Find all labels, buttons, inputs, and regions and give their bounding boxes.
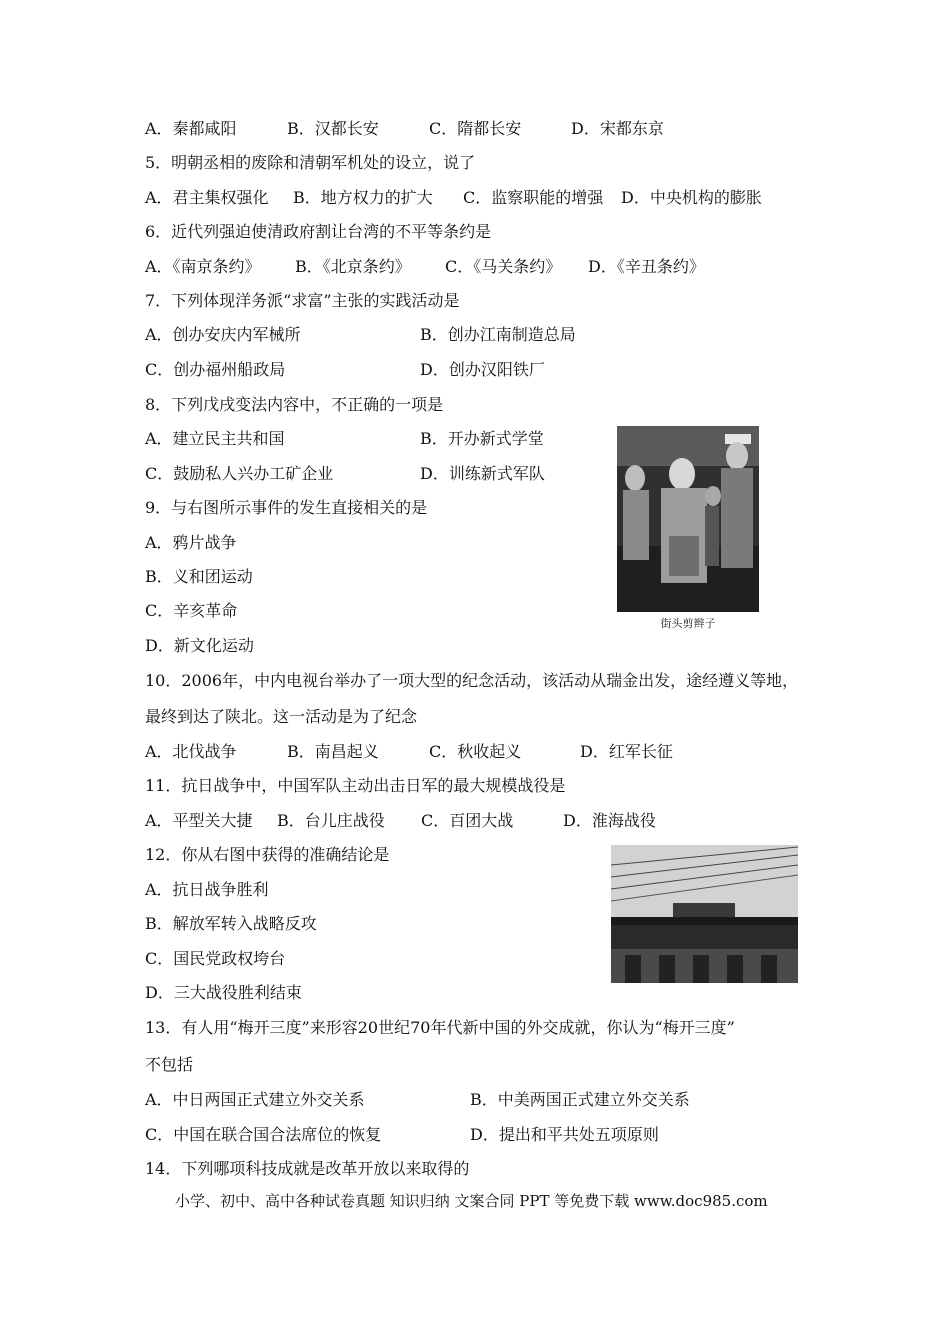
q11-option-d: D．淮海战役 [563, 811, 656, 830]
q7-option-d: D．创办汉阳铁厂 [420, 360, 545, 379]
q9-stem: 9．与右图所示事件的发生直接相关的是 [145, 498, 428, 517]
q14-stem: 14．下列哪项科技成就是改革开放以来取得的 [145, 1159, 470, 1178]
q13-stem-line2: 不包括 [145, 1055, 194, 1074]
q11-option-c: C．百团大战 [421, 811, 514, 830]
q5-stem: 5．明朝丞相的废除和清朝军机处的设立，说了 [145, 153, 476, 172]
q4-option-a: A．秦都咸阳 [145, 119, 237, 138]
q4-option-b: B．汉都长安 [287, 119, 379, 138]
q12-option-c: C．国民党政权垮台 [145, 949, 286, 968]
q5-option-b: B．地方权力的扩大 [293, 188, 433, 207]
q11-option-a: A．平型关大捷 [145, 811, 253, 830]
q8-stem: 8．下列戊戌变法内容中，不正确的一项是 [145, 395, 444, 414]
q5-option-a: A．君主集权强化 [145, 188, 269, 207]
q7-option-a: A．创办安庆内军械所 [145, 325, 301, 344]
q13-option-b: B．中美两国正式建立外交关系 [470, 1090, 690, 1109]
page-footer: 小学、初中、高中各种试卷真题 知识归纳 文案合同 PPT 等免费下载 www.doc985.com [175, 1192, 768, 1210]
q9-option-c: C．辛亥革命 [145, 601, 238, 620]
q10-option-b: B．南昌起义 [287, 742, 379, 761]
q7-stem: 7．下列体现洋务派“求富”主张的实践活动是 [145, 291, 460, 310]
q4-option-d: D．宋都东京 [571, 119, 664, 138]
q5-option-c: C．监察职能的增强 [463, 188, 604, 207]
q13-option-a: A．中日两国正式建立外交关系 [145, 1090, 365, 1109]
q8-option-d: D．训练新式军队 [420, 464, 545, 483]
q4-option-c: C．隋都长安 [429, 119, 522, 138]
photo-caption: 街头剪辫子 [660, 617, 716, 630]
q6-option-a: A．《南京条约》 [145, 257, 261, 276]
q10-option-d: D．红军长征 [580, 742, 673, 761]
q7-option-b: B．创办江南制造总局 [420, 325, 576, 344]
q11-option-b: B．台儿庄战役 [277, 811, 385, 830]
q6-option-b: B．《北京条约》 [295, 257, 411, 276]
q9-option-d: D．新文化运动 [145, 636, 254, 655]
q6-option-c: C．《马关条约》 [445, 257, 562, 276]
queue-cutting-photo [617, 426, 759, 612]
q13-stem-line1: 13．有人用“梅开三度”来形容20世纪70年代新中国的外交成就，你认为“梅开三度” [145, 1018, 735, 1037]
q8-option-c: C．鼓励私人兴办工矿企业 [145, 464, 334, 483]
q6-stem: 6．近代列强迫使清政府割让台湾的不平等条约是 [145, 222, 492, 241]
q10-option-a: A．北伐战争 [145, 742, 237, 761]
q11-stem: 11．抗日战争中，中国军队主动出击日军的最大规模战役是 [145, 776, 566, 795]
q10-stem-line1: 10．2006年，中内电视台举办了一项大型的纪念活动，该活动从瑞金出发，途经遵义等地， [145, 671, 799, 690]
q10-stem-line2: 最终到达了陕北。这一活动是为了纪念 [145, 707, 418, 726]
q9-option-b: B．义和团运动 [145, 567, 253, 586]
q12-option-d: D．三大战役胜利结束 [145, 983, 302, 1002]
q6-option-d: D．《辛丑条约》 [588, 257, 705, 276]
q10-option-c: C．秋收起义 [429, 742, 522, 761]
q12-option-b: B．解放军转入战略反攻 [145, 914, 317, 933]
q7-option-c: C．创办福州船政局 [145, 360, 286, 379]
presidential-palace-photo [611, 845, 798, 983]
q12-stem: 12．你从右图中获得的准确结论是 [145, 845, 390, 864]
q12-option-a: A．抗日战争胜利 [145, 880, 269, 899]
q5-option-d: D．中央机构的膨胀 [621, 188, 762, 207]
q9-option-a: A．鸦片战争 [145, 533, 237, 552]
q8-option-a: A．建立民主共和国 [145, 429, 285, 448]
q13-option-d: D．提出和平共处五项原则 [470, 1125, 659, 1144]
q13-option-c: C．中国在联合国合法席位的恢复 [145, 1125, 382, 1144]
q8-option-b: B．开办新式学堂 [420, 429, 544, 448]
